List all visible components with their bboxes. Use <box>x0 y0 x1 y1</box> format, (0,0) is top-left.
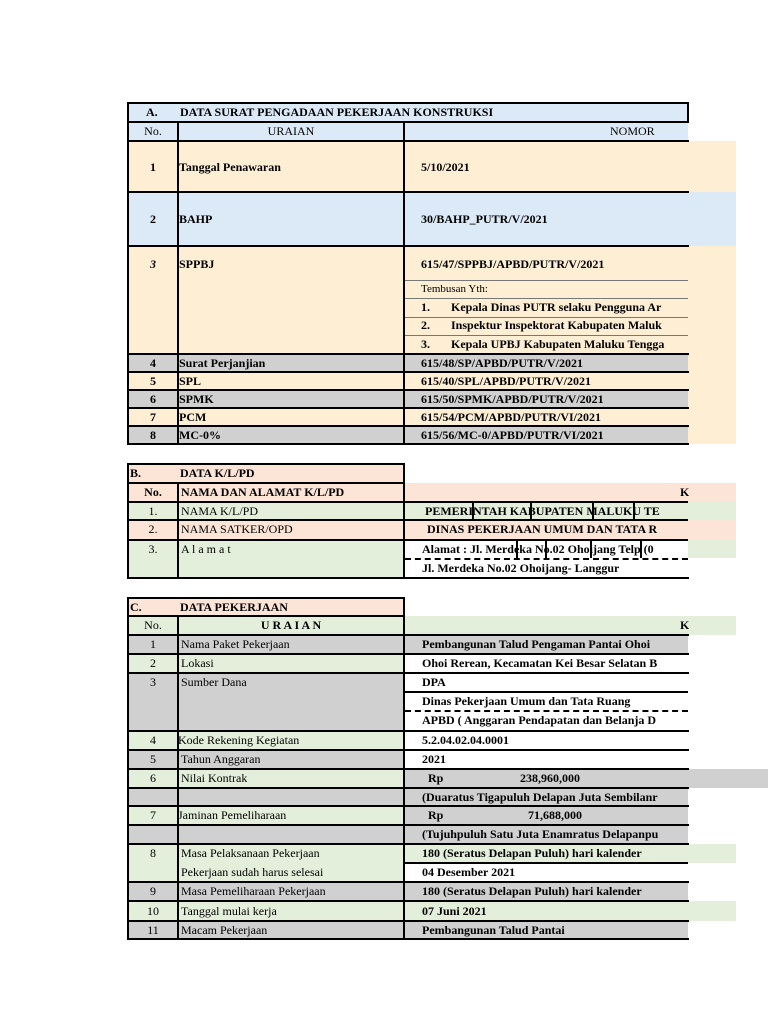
section-c-title: DATA PEKERJAAN <box>180 600 288 614</box>
tembusan-no: 2. <box>421 318 430 332</box>
row-no: 5 <box>150 374 156 388</box>
row-label: MC-0% <box>179 428 221 442</box>
row-no: 2 <box>150 212 156 226</box>
row-no: 10 <box>147 904 159 918</box>
row-value: 180 (Seratus Delapan Puluh) hari kalender <box>422 846 642 860</box>
row-label: Masa Pemeliharaan Pekerjaan <box>181 884 326 898</box>
tembusan-label: Tembusan Yth: <box>421 283 488 295</box>
row-label: Lokasi <box>181 656 214 670</box>
section-b-col-nama: NAMA DAN ALAMAT K/L/PD <box>181 485 345 499</box>
row-label: SPMK <box>179 392 214 406</box>
currency-label: Rp <box>428 808 444 822</box>
row-no: 2. <box>148 522 158 536</box>
row-value: 615/48/SP/APBD/PUTR/V/2021 <box>421 356 584 370</box>
tembusan-text: Inspektur Inspektorat Kabupaten Maluk <box>451 318 662 332</box>
tembusan-text: Kepala UPBJ Kabupaten Maluku Tengga <box>451 337 665 351</box>
row-label: NAMA SATKER/OPD <box>181 522 293 536</box>
row-label: Masa Pelaksanaan Pekerjaan <box>181 846 320 860</box>
section-c-col-uraian: U R A I A N <box>260 618 322 632</box>
row-value: 5/10/2021 <box>421 160 470 174</box>
section-a-letter: A. <box>146 105 158 119</box>
row-value: (Tujuhpuluh Satu Juta Enamratus Delapanpu <box>422 827 659 841</box>
row-label: Nilai Kontrak <box>181 771 248 785</box>
row-value: 30/BAHP_PUTR/V/2021 <box>421 212 548 226</box>
tembusan-no: 1. <box>421 300 430 314</box>
amount-value: 238,960,000 <box>520 771 580 785</box>
row-value: 07 Juni 2021 <box>422 904 487 918</box>
section-b-col-no: No. <box>144 485 162 499</box>
section-b-title: DATA K/L/PD <box>180 466 255 480</box>
row-value: 615/50/SPMK/APBD/PUTR/V/2021 <box>421 392 604 406</box>
row-value: DPA <box>422 675 446 689</box>
row-label: SPL <box>179 374 202 388</box>
alamat-line-2: Jl. Merdeka No.02 Ohoijang- Langgur <box>422 561 620 575</box>
row-no: 7 <box>150 410 156 424</box>
row-label: Tanggal Penawaran <box>179 160 281 174</box>
tembusan-text: Kepala Dinas PUTR selaku Pengguna Ar <box>451 300 662 314</box>
row-no: 6 <box>150 392 156 406</box>
currency-label: Rp <box>428 771 444 785</box>
section-c-letter: C. <box>130 600 142 614</box>
row-no: 9 <box>150 884 156 898</box>
amount-value: 71,688,000 <box>528 808 582 822</box>
section-b-col-k: K <box>680 485 690 499</box>
row-no: 1 <box>150 637 156 651</box>
row-no: 8 <box>150 428 156 442</box>
row-no: 4 <box>150 356 156 370</box>
row-no: 3 <box>150 257 156 271</box>
section-a-col-no: No. <box>144 124 162 138</box>
row-label: Nama Paket Pekerjaan <box>181 637 290 651</box>
row-no: 7 <box>150 808 156 822</box>
row-no: 4 <box>150 733 156 747</box>
row-label: Pekerjaan sudah harus selesai <box>181 865 324 879</box>
row-no: 6 <box>150 771 156 785</box>
row-label: Kode Rekening Kegiatan <box>178 733 300 747</box>
row-no: 3. <box>148 542 158 556</box>
row-value: 615/40/SPL/APBD/PUTR/V/2021 <box>421 374 592 388</box>
row-label: PCM <box>179 410 207 424</box>
row-no: 1 <box>150 160 156 174</box>
row-value: PEMERINTAH KABUPATEN MALUKU TE <box>425 504 660 518</box>
row-value: (Duaratus Tigapuluh Delapan Juta Sembilanr <box>422 790 658 804</box>
row-label: NAMA K/L/PD <box>181 504 259 518</box>
row-label: Tanggal mulai kerja <box>181 904 277 918</box>
row-no: 3 <box>150 675 156 689</box>
row-value: Dinas Pekerjaan Umum dan Tata Ruang <box>422 694 631 708</box>
row-no: 2 <box>150 656 156 670</box>
row-label: Surat Perjanjian <box>179 356 266 370</box>
row-label: SPPBJ <box>179 257 215 271</box>
row-value: 180 (Seratus Delapan Puluh) hari kalender <box>422 884 642 898</box>
row-value: DINAS PEKERJAAN UMUM DAN TATA R <box>427 522 658 536</box>
tembusan-no: 3. <box>421 337 430 351</box>
row-no: 11 <box>147 923 159 937</box>
row-value: Pembangunan Talud Pantai <box>422 923 565 937</box>
row-value: 04 Desember 2021 <box>422 865 516 879</box>
row-label: Tahun Anggaran <box>181 752 261 766</box>
row-label: Jaminan Pemeliharaan <box>178 808 287 822</box>
section-a-col-uraian: URAIAN <box>267 124 315 138</box>
row-label: Sumber Dana <box>181 675 247 689</box>
row-no: 5 <box>150 752 156 766</box>
row-value: 2021 <box>422 752 446 766</box>
row-label: A l a m a t <box>181 542 231 556</box>
row-value: 615/47/SPPBJ/APBD/PUTR/V/2021 <box>421 257 605 271</box>
row-value: 5.2.04.02.04.0001 <box>422 733 509 747</box>
section-c-col-k: K <box>680 618 690 632</box>
row-value: Ohoi Rerean, Kecamatan Kei Besar Selatan B <box>422 656 658 670</box>
section-a-col-nomor: NOMOR <box>610 124 655 138</box>
row-value: 615/54/PCM/APBD/PUTR/VI/2021 <box>421 410 601 424</box>
row-value: APBD ( Anggaran Pendapatan dan Belanja D <box>422 713 657 727</box>
row-value: Alamat : Jl. Merdeka No.02 Ohoijang Telp (0 <box>422 542 654 556</box>
section-b-letter: B. <box>130 466 142 480</box>
row-value: 615/56/MC-0/APBD/PUTR/VI/2021 <box>421 428 604 442</box>
row-value: Pembangunan Talud Pengaman Pantai Ohoi <box>422 637 651 651</box>
row-no: 1. <box>148 504 158 518</box>
row-no: 8 <box>150 846 156 860</box>
section-c-col-no: No. <box>144 618 162 632</box>
row-label: BAHP <box>179 212 213 226</box>
row-label: Macam Pekerjaan <box>181 923 268 937</box>
section-a-title: DATA SURAT PENGADAAN PEKERJAAN KONSTRUKSI <box>180 105 494 119</box>
